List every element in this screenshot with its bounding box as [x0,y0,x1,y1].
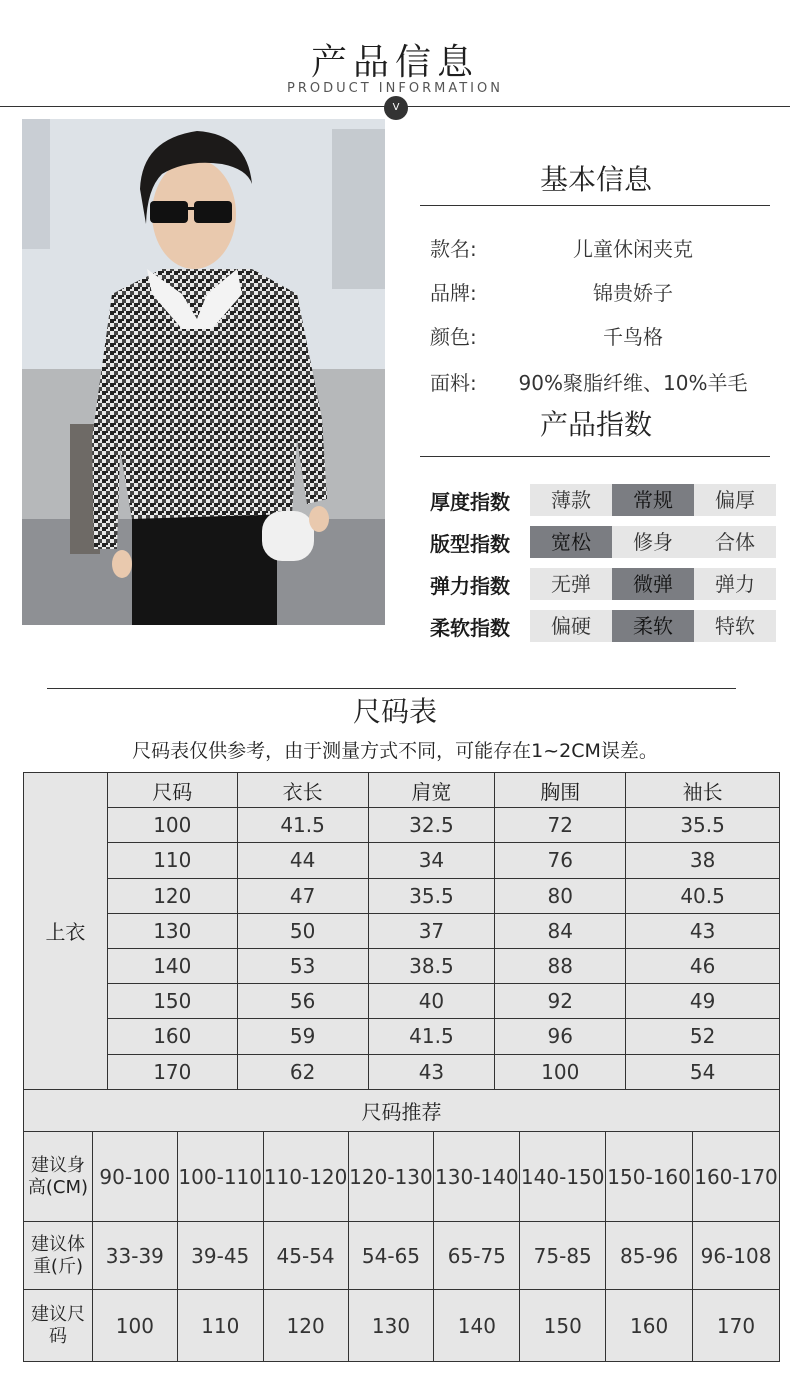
table-row [24,1222,780,1290]
table-row [24,1132,780,1222]
index-label: 柔软指数 [430,616,510,640]
table-cell: 90-100 [92,1132,177,1222]
column-header: 肩宽 [368,773,495,808]
table-cell: 32.5 [368,808,495,843]
table-cell: 72 [495,808,626,843]
page-title: 产品信息 [310,42,479,83]
table-cell: 35.5 [368,878,495,913]
table-cell: 76 [495,843,626,878]
index-option: 偏厚 [694,484,776,516]
basic-info-title: 基本信息 [539,163,652,196]
table-cell: 80 [495,878,626,913]
table-cell: 44 [237,843,368,878]
chevron-badge-icon: V [384,96,408,120]
table-cell: 100 [107,808,237,843]
table-cell: 100-110 [177,1132,263,1222]
table-cell: 150 [107,984,237,1019]
info-panel [420,119,778,649]
recommend-caption-row [24,1090,780,1132]
row-label: 建议身高(CM) [24,1132,93,1222]
size-chart-note: 尺码表仅供参考，由于测量方式不同，可能存在1~2CM误差。 [132,740,658,762]
info-row-color [430,321,770,353]
index-label: 弹力指数 [430,574,510,598]
index-row-thickness [430,484,776,516]
table-cell: 43 [626,913,780,948]
table-cell: 62 [237,1054,368,1089]
table-cell: 41.5 [237,808,368,843]
size-chart-divider [47,688,736,689]
row-label: 建议尺码 [24,1290,93,1362]
table-cell: 47 [237,878,368,913]
info-row-brand [430,277,770,309]
index-option: 无弹 [530,568,612,600]
table-cell: 54 [626,1054,780,1089]
product-photo-illustration [22,119,385,625]
table-cell: 33-39 [92,1222,177,1290]
product-index-title: 产品指数 [539,408,652,441]
column-header: 衣长 [237,773,368,808]
index-option: 薄款 [530,484,612,516]
table-cell: 38 [626,843,780,878]
info-label: 面料: [430,371,477,395]
page-header [0,0,790,122]
table-row [24,1290,780,1362]
table-cell: 41.5 [368,1019,495,1054]
table-cell: 130-140 [434,1132,520,1222]
table-cell: 140-150 [520,1132,606,1222]
size-recommend-table [23,1089,780,1362]
table-cell: 49 [626,984,780,1019]
table-cell: 35.5 [626,808,780,843]
info-row-fabric [430,367,770,399]
table-cell: 39-45 [177,1222,263,1290]
index-option: 合体 [694,526,776,558]
table-cell: 52 [626,1019,780,1054]
table-cell: 50 [237,913,368,948]
table-row [24,948,780,983]
table-cell: 170 [107,1054,237,1089]
info-label: 款名: [430,237,477,261]
table-cell: 65-75 [434,1222,520,1290]
column-header: 尺码 [107,773,237,808]
table-cell: 54-65 [348,1222,434,1290]
index-option-selected: 宽松 [530,526,612,558]
table-cell: 96-108 [693,1222,780,1290]
table-cell: 130 [348,1290,434,1362]
table-cell: 56 [237,984,368,1019]
table-cell: 96 [495,1019,626,1054]
table-row [24,808,780,843]
table-cell: 45-54 [263,1222,348,1290]
info-value: 90%聚脂纤维、10%羊毛 [518,371,748,395]
table-cell: 120-130 [348,1132,434,1222]
table-cell: 40.5 [626,878,780,913]
index-option: 弹力 [694,568,776,600]
table-cell: 130 [107,913,237,948]
table-row [24,1054,780,1089]
table-cell: 160 [606,1290,693,1362]
product-photo [22,119,385,625]
table-header-row [24,773,780,808]
table-cell: 75-85 [520,1222,606,1290]
table-cell: 150-160 [606,1132,693,1222]
row-label: 建议体重(斤) [24,1222,93,1290]
table-cell: 100 [495,1054,626,1089]
size-chart-table [23,772,780,1090]
basic-info-divider [420,205,770,206]
table-cell: 40 [368,984,495,1019]
table-cell: 59 [237,1019,368,1054]
table-cell: 37 [368,913,495,948]
table-row [24,913,780,948]
table-cell: 38.5 [368,948,495,983]
table-row [24,984,780,1019]
info-label: 品牌: [430,281,477,305]
index-label: 厚度指数 [430,490,510,514]
table-cell: 160 [107,1019,237,1054]
table-cell: 84 [495,913,626,948]
info-value: 千鸟格 [603,325,663,349]
size-chart-title: 尺码表 [352,695,437,728]
table-cell: 43 [368,1054,495,1089]
recommend-title: 尺码推荐 [24,1090,780,1132]
product-index-divider [420,456,770,457]
table-cell: 34 [368,843,495,878]
table-cell: 100 [92,1290,177,1362]
page-subtitle: PRODUCT INFORMATION [287,81,503,96]
index-option: 修身 [612,526,694,558]
table-cell: 170 [693,1290,780,1362]
column-header: 袖长 [626,773,780,808]
index-row-fit [430,526,776,558]
index-option-selected: 柔软 [612,610,694,642]
index-option-selected: 常规 [612,484,694,516]
table-cell: 110 [107,843,237,878]
table-cell: 85-96 [606,1222,693,1290]
table-cell: 53 [237,948,368,983]
table-cell: 150 [520,1290,606,1362]
table-cell: 140 [107,948,237,983]
info-row-style-name [430,233,770,265]
index-row-elasticity [430,568,776,600]
table-cell: 160-170 [693,1132,780,1222]
table-cell: 120 [263,1290,348,1362]
index-row-softness [430,610,776,642]
column-header: 胸围 [495,773,626,808]
table-cell: 110-120 [263,1132,348,1222]
table-cell: 140 [434,1290,520,1362]
index-option: 特软 [694,610,776,642]
table-cell: 120 [107,878,237,913]
garment-label: 上衣 [24,773,108,1090]
table-cell: 110 [177,1290,263,1362]
info-value: 儿童休闲夹克 [573,237,693,261]
table-cell: 88 [495,948,626,983]
info-value: 锦贵娇子 [593,281,673,305]
table-row [24,1019,780,1054]
table-cell: 92 [495,984,626,1019]
index-option: 偏硬 [530,610,612,642]
table-row [24,878,780,913]
index-label: 版型指数 [430,532,510,556]
info-label: 颜色: [430,325,477,349]
table-cell: 46 [626,948,780,983]
index-option-selected: 微弹 [612,568,694,600]
table-row [24,843,780,878]
